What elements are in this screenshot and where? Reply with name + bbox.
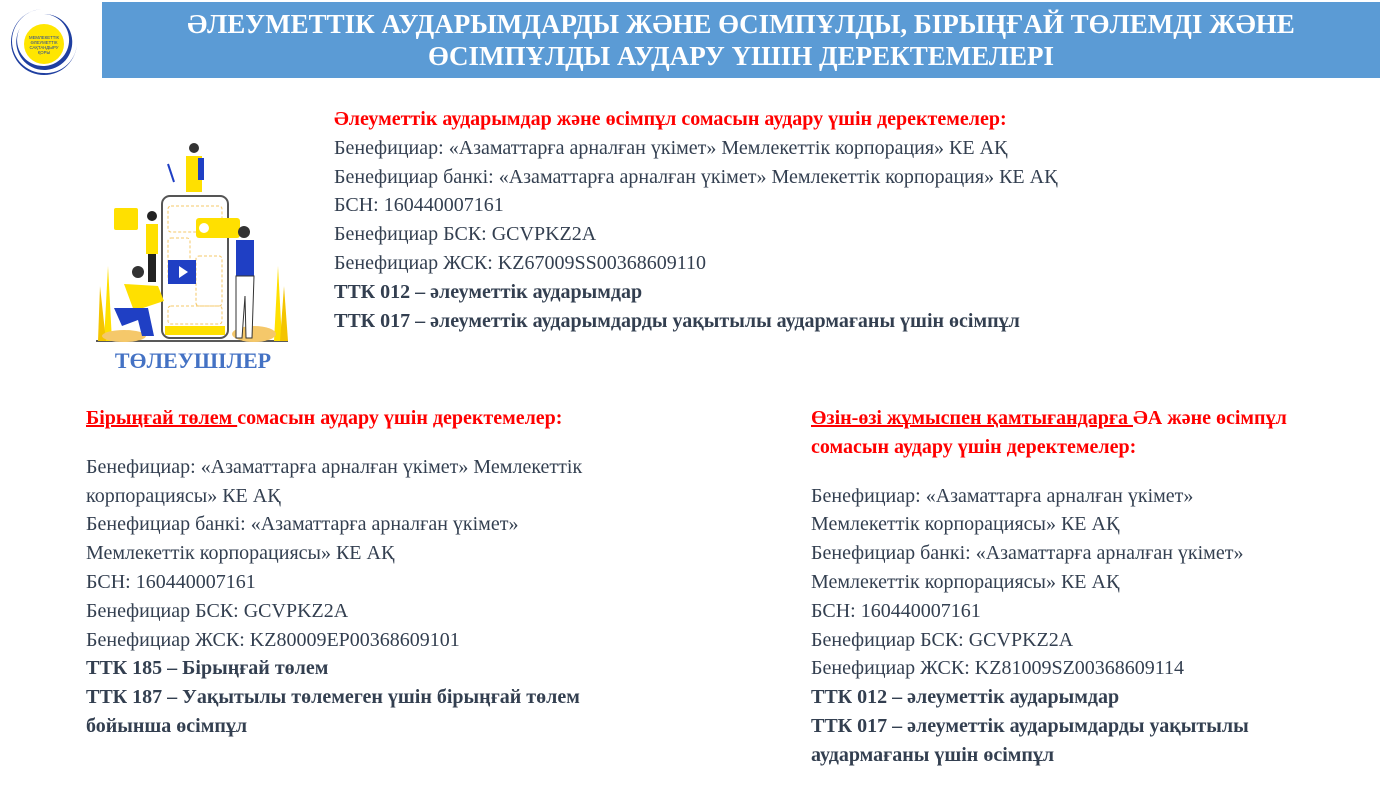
social-contributions-section: [334, 105, 1334, 335]
section-heading: [86, 404, 726, 433]
beneficiary-line-cont: Мемлекеттік корпорациясы» КЕ АҚ: [811, 513, 1120, 536]
svg-text:ҚОРЫ: ҚОРЫ: [37, 50, 51, 55]
title-banner: [102, 2, 1380, 78]
beneficiary-bank-line: Бенефициар банкі: «Азаматтарға арналған үкімет»: [811, 542, 1244, 565]
svg-text:САҚТАНДЫРУ: САҚТАНДЫРУ: [29, 45, 59, 50]
payers-illustration: [94, 136, 290, 346]
section-heading: Әлеуметтік аударымдар және өсімпұл сомасын аудару үшін деректемелер:: [334, 108, 1007, 130]
title-line-2: ӨСІМПҰЛДЫ АУДАРУ ҮШІН ДЕРЕКТЕМЕЛЕРІ: [428, 41, 1054, 71]
payment-code-line: ТТК 017 – әлеуметтік аударымдарды уақытылы: [811, 714, 1249, 737]
bic-line: Бенефициар БСК: GCVPKZ2A: [86, 599, 349, 622]
bic-line: Бенефициар БСК: GCVPKZ2A: [811, 628, 1074, 651]
section-heading-line-2: сомасын аудару үшін деректемелер:: [811, 435, 1137, 458]
beneficiary-bank-line: Бенефициар банкі: «Азаматтарға арналған үкімет» Мемлекеттік корпорация» КЕ АҚ: [334, 165, 1058, 188]
payment-code-line-cont: аудармағаны үшін өсімпұл: [811, 743, 1055, 766]
beneficiary-line-cont: корпорациясы» КЕ АҚ: [86, 484, 281, 507]
payment-code-line: ТТК 187 – Уақытылы төлемеген үшін бірыңғай төлем: [86, 686, 580, 709]
section-heading: [811, 404, 1371, 433]
beneficiary-line: Бенефициар: «Азаматтарға арналған үкімет»: [811, 484, 1194, 507]
svg-text:ӘЛЕУМЕТТІК: ӘЛЕУМЕТТІК: [30, 40, 58, 45]
title-line-1: ӘЛЕУМЕТТІК АУДАРЫМДАРДЫ ЖӘНЕ ӨСІМПҰЛДЫ, БІРЫҢҒАЙ ТӨЛЕМДІ ЖӘНЕ: [187, 9, 1295, 39]
logo-emblem-icon: [8, 6, 80, 78]
self-employed-section: [811, 404, 1371, 770]
heading-rest: ӘА және өсімпұл: [1132, 407, 1287, 429]
beneficiary-line: Бенефициар: «Азаматтарға арналған үкімет» Мемлекеттік: [86, 455, 583, 478]
iban-line: Бенефициар ЖСК: KZ81009SZ00368609114: [811, 657, 1185, 680]
fund-logo: [8, 6, 80, 78]
payment-code-line: ТТК 012 – әлеуметтік аударымдар: [334, 280, 643, 303]
payment-code-line-cont: бойынша өсімпұл: [86, 714, 248, 737]
beneficiary-bank-line: Бенефициар банкі: «Азаматтарға арналған үкімет»: [86, 513, 519, 536]
single-payment-section: [86, 404, 726, 741]
bin-line: БСН: 160440007161: [86, 570, 256, 593]
people-with-phone-icon: [94, 136, 290, 346]
beneficiary-line: Бенефициар: «Азаматтарға арналған үкімет» Мемлекеттік корпорация» КЕ АҚ: [334, 136, 1008, 159]
bic-line: Бенефициар БСК: GCVPKZ2A: [334, 223, 597, 246]
iban-line: Бенефициар ЖСК: KZ67009SS00368609110: [334, 251, 706, 274]
payment-code-line: ТТК 185 – Бірыңғай төлем: [86, 657, 329, 680]
bin-line: БСН: 160440007161: [811, 599, 981, 622]
heading-rest: сомасын аудару үшін деректемелер:: [237, 407, 563, 429]
payers-label: ТӨЛЕУШІЛЕР: [114, 348, 272, 373]
heading-underlined: Бірыңғай төлем: [86, 407, 238, 429]
beneficiary-bank-line-cont: Мемлекеттік корпорациясы» КЕ АҚ: [86, 542, 395, 565]
svg-text:МЕМЛЕКЕТТІК: МЕМЛЕКЕТТІК: [28, 35, 60, 40]
payment-code-line: ТТК 012 – әлеуметтік аударымдар: [811, 686, 1120, 709]
heading-underlined: Өзін-өзі жұмыспен қамтығандарға: [811, 407, 1133, 429]
bin-line: БСН: 160440007161: [334, 194, 504, 217]
payment-code-line: ТТК 017 – әлеуметтік аударымдарды уақытылы аудармағаны үшін өсімпұл: [334, 309, 1020, 332]
beneficiary-bank-line-cont: Мемлекеттік корпорациясы» КЕ АҚ: [811, 570, 1120, 593]
iban-line: Бенефициар ЖСК: KZ80009EP00368609101: [86, 628, 460, 651]
